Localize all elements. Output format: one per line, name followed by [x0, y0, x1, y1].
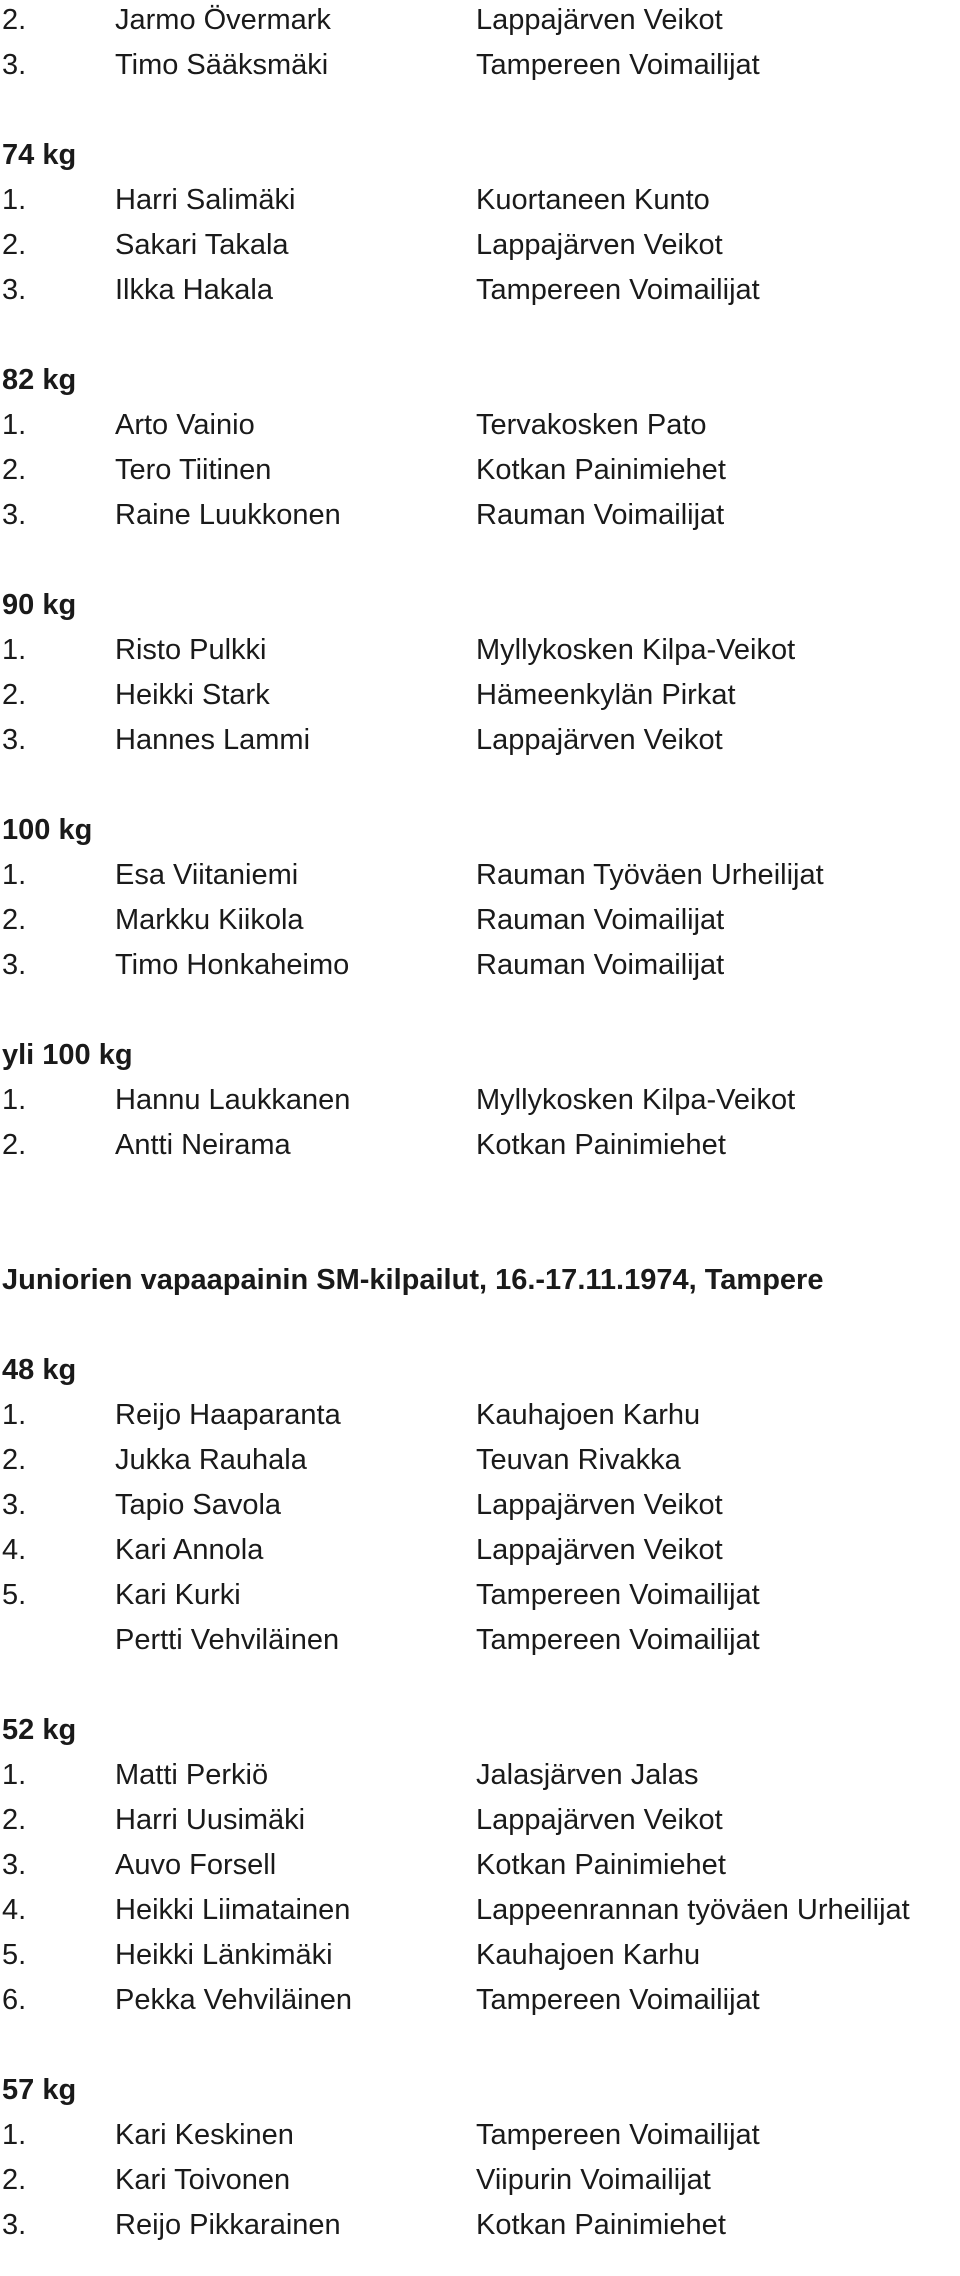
club-name: Teuvan Rivakka [476, 1444, 681, 1476]
placing: 2. [2, 679, 27, 711]
placing: 2. [2, 229, 27, 261]
weight-class-heading [0, 135, 960, 175]
weight-class-heading [0, 1710, 960, 1750]
result-row [0, 0, 960, 40]
athlete-name: Harri Salimäki [115, 184, 296, 216]
athlete-name: Sakari Takala [115, 229, 289, 261]
result-row [0, 1800, 960, 1840]
result-row [0, 495, 960, 535]
result-row [0, 2160, 960, 2200]
athlete-name: Auvo Forsell [115, 1849, 277, 1881]
athlete-name: Heikki Stark [115, 679, 270, 711]
placing: 1. [2, 634, 27, 666]
athlete-name: Heikki Länkimäki [115, 1939, 333, 1971]
placing: 2. [2, 1804, 27, 1836]
weight-class-label: 74 kg [2, 139, 77, 171]
result-row [0, 720, 960, 760]
placing: 3. [2, 949, 27, 981]
placing: 3. [2, 1849, 27, 1881]
placing: 3. [2, 274, 27, 306]
athlete-name: Tero Tiitinen [115, 454, 272, 486]
placing: 4. [2, 1894, 27, 1926]
placing: 1. [2, 2119, 27, 2151]
club-name: Kotkan Painimiehet [476, 1849, 726, 1881]
weight-class-heading [0, 1035, 960, 1075]
placing: 3. [2, 724, 27, 756]
placing: 3. [2, 499, 27, 531]
club-name: Kauhajoen Karhu [476, 1399, 701, 1431]
placing: 5. [2, 1939, 27, 1971]
club-name: Hämeenkylän Pirkat [476, 679, 736, 711]
result-row [0, 1080, 960, 1120]
club-name: Tampereen Voimailijat [476, 1579, 760, 1611]
club-name: Tervakosken Pato [476, 409, 707, 441]
result-row [0, 2205, 960, 2245]
result-row [0, 1440, 960, 1480]
weight-class-heading [0, 1350, 960, 1390]
weight-class-label: 48 kg [2, 1354, 77, 1386]
weight-class-label: 82 kg [2, 364, 77, 396]
placing: 1. [2, 1759, 27, 1791]
result-row [0, 450, 960, 490]
result-row [0, 900, 960, 940]
weight-class-label: yli 100 kg [2, 1039, 133, 1071]
athlete-name: Matti Perkiö [115, 1759, 269, 1791]
placing: 3. [2, 2209, 27, 2241]
placing: 3. [2, 1489, 27, 1521]
result-row [0, 1845, 960, 1885]
athlete-name: Pertti Vehviläinen [115, 1624, 340, 1656]
athlete-name: Kari Kurki [115, 1579, 241, 1611]
athlete-name: Markku Kiikola [115, 904, 304, 936]
athlete-name: Hannes Lammi [115, 724, 311, 756]
placing: 1. [2, 1399, 27, 1431]
athlete-name: Hannu Laukkanen [115, 1084, 351, 1116]
club-name: Tampereen Voimailijat [476, 274, 760, 306]
weight-class-label: 57 kg [2, 2074, 77, 2106]
result-row [0, 1935, 960, 1975]
club-name: Kuortaneen Kunto [476, 184, 710, 216]
result-row [0, 1620, 960, 1660]
athlete-name: Kari Toivonen [115, 2164, 291, 2196]
club-name: Lappajärven Veikot [476, 1489, 723, 1521]
weight-class-label: 90 kg [2, 589, 77, 621]
club-name: Myllykosken Kilpa-Veikot [476, 1084, 796, 1116]
athlete-name: Arto Vainio [115, 409, 255, 441]
athlete-name: Tapio Savola [115, 1489, 282, 1521]
result-row [0, 270, 960, 310]
athlete-name: Reijo Haaparanta [115, 1399, 341, 1431]
competition-title [0, 1260, 960, 1300]
result-row [0, 1485, 960, 1525]
club-name: Lappeenrannan työväen Urheilijat [476, 1894, 910, 1926]
club-name: Lappajärven Veikot [476, 4, 723, 36]
weight-class-heading [0, 2070, 960, 2110]
placing: 2. [2, 1129, 27, 1161]
athlete-name: Esa Viitaniemi [115, 859, 299, 891]
weight-class-label: 100 kg [2, 814, 93, 846]
result-row [0, 45, 960, 85]
weight-class-heading [0, 360, 960, 400]
club-name: Lappajärven Veikot [476, 229, 723, 261]
club-name: Kauhajoen Karhu [476, 1939, 701, 1971]
athlete-name: Harri Uusimäki [115, 1804, 306, 1836]
club-name: Kotkan Painimiehet [476, 454, 726, 486]
athlete-name: Ilkka Hakala [115, 274, 273, 306]
athlete-name: Timo Sääksmäki [115, 49, 329, 81]
placing: 1. [2, 859, 27, 891]
club-name: Tampereen Voimailijat [476, 1624, 760, 1656]
club-name: Jalasjärven Jalas [476, 1759, 699, 1791]
club-name: Kotkan Painimiehet [476, 2209, 726, 2241]
club-name: Lappajärven Veikot [476, 724, 723, 756]
result-row [0, 225, 960, 265]
result-row [0, 2115, 960, 2155]
athlete-name: Jarmo Övermark [115, 4, 331, 36]
result-row [0, 1395, 960, 1435]
placing: 2. [2, 2164, 27, 2196]
athlete-name: Raine Luukkonen [115, 499, 341, 531]
result-row [0, 630, 960, 670]
result-row [0, 1980, 960, 2020]
placing: 1. [2, 184, 27, 216]
result-row [0, 180, 960, 220]
athlete-name: Reijo Pikkarainen [115, 2209, 341, 2241]
club-name: Rauman Voimailijat [476, 904, 725, 936]
placing: 5. [2, 1579, 27, 1611]
placing: 2. [2, 4, 27, 36]
athlete-name: Antti Neirama [115, 1129, 291, 1161]
athlete-name: Heikki Liimatainen [115, 1894, 351, 1926]
result-row [0, 675, 960, 715]
result-row [0, 1755, 960, 1795]
result-row [0, 1125, 960, 1165]
placing: 2. [2, 904, 27, 936]
athlete-name: Kari Annola [115, 1534, 264, 1566]
result-row [0, 1890, 960, 1930]
club-name: Kotkan Painimiehet [476, 1129, 726, 1161]
placing: 2. [2, 1444, 27, 1476]
athlete-name: Risto Pulkki [115, 634, 267, 666]
weight-class-label: 52 kg [2, 1714, 77, 1746]
club-name: Lappajärven Veikot [476, 1804, 723, 1836]
weight-class-heading [0, 585, 960, 625]
placing: 1. [2, 1084, 27, 1116]
placing: 3. [2, 49, 27, 81]
result-row [0, 1530, 960, 1570]
placing: 1. [2, 409, 27, 441]
club-name: Rauman Työväen Urheilijat [476, 859, 824, 891]
club-name: Myllykosken Kilpa-Veikot [476, 634, 796, 666]
club-name: Rauman Voimailijat [476, 949, 725, 981]
placing: 6. [2, 1984, 27, 2016]
club-name: Tampereen Voimailijat [476, 49, 760, 81]
club-name: Tampereen Voimailijat [476, 1984, 760, 2016]
club-name: Viipurin Voimailijat [476, 2164, 711, 2196]
result-row [0, 405, 960, 445]
athlete-name: Kari Keskinen [115, 2119, 294, 2151]
club-name: Rauman Voimailijat [476, 499, 725, 531]
club-name: Lappajärven Veikot [476, 1534, 723, 1566]
athlete-name: Pekka Vehviläinen [115, 1984, 352, 2016]
athlete-name: Timo Honkaheimo [115, 949, 350, 981]
competition-title-text: Juniorien vapaapainin SM-kilpailut, 16.-17.11.1974, Tampere [2, 1264, 824, 1296]
placing: 2. [2, 454, 27, 486]
placing: 4. [2, 1534, 27, 1566]
weight-class-heading [0, 810, 960, 850]
athlete-name: Jukka Rauhala [115, 1444, 307, 1476]
result-row [0, 855, 960, 895]
club-name: Tampereen Voimailijat [476, 2119, 760, 2151]
result-row [0, 945, 960, 985]
result-row [0, 1575, 960, 1615]
